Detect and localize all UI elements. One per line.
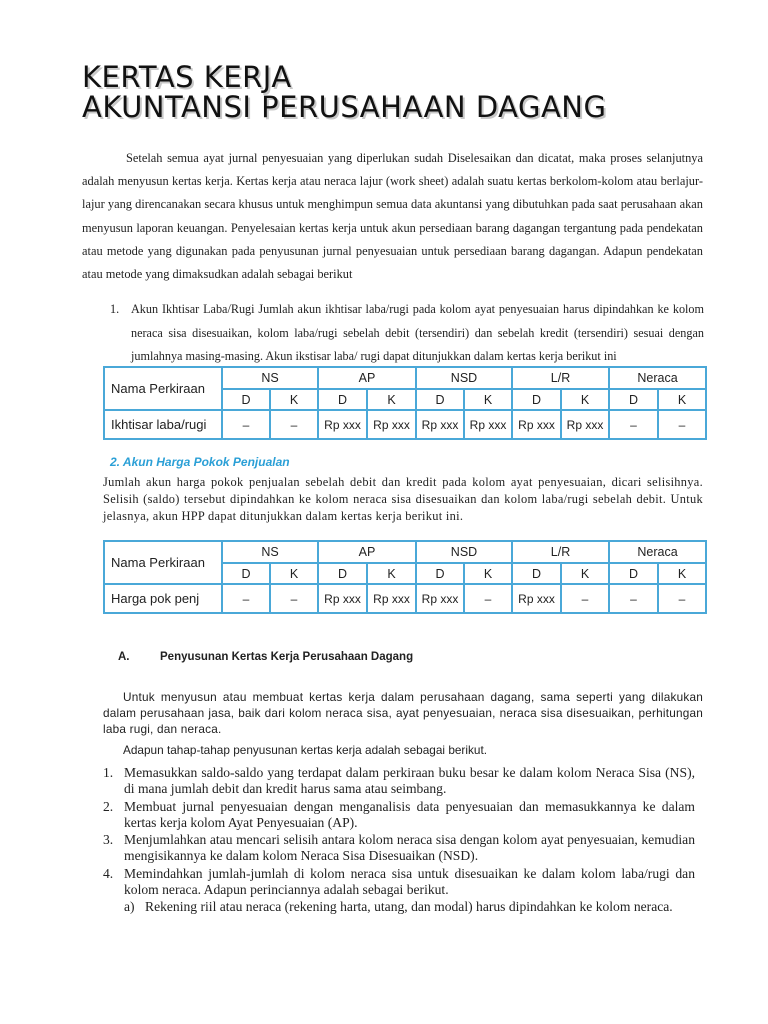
header-nama-perkiraan: Nama Perkiraan (104, 541, 222, 584)
table-cell: – (270, 410, 318, 439)
table-cell: – (658, 410, 706, 439)
table-row (104, 410, 706, 439)
row-account-name: Ikhtisar laba/rugi (104, 410, 222, 439)
table-cell: Rp xxx (318, 584, 367, 613)
list-item-1 (110, 298, 704, 369)
header-group-ns: NS (222, 541, 318, 563)
header-sub-k: K (658, 563, 706, 584)
header-group-lr: L/R (512, 367, 609, 389)
table-cell: Rp xxx (464, 410, 512, 439)
list-item-text: Akun Ikhtisar Laba/Rugi Jumlah akun ikhtisar laba/rugi pada kolom ayat penyesuaian harus dipindahkan ke kolom neraca sisa disesuaikan, kolom laba/rugi sebelah debit (tersendiri) dan sebelah kredit (tersendiri) sesuai dengan jumlahnya masing-masing. Akun ikstisar laba/ rugi dapat ditunjukkan dalam kertas kerja berikut ini (131, 302, 704, 363)
table-cell: – (222, 584, 270, 613)
table-cell: Rp xxx (512, 410, 561, 439)
header-sub-k: K (658, 389, 706, 410)
header-sub-d: D (512, 563, 561, 584)
section-a-label: A. (118, 651, 130, 663)
sub-list-item (124, 899, 695, 915)
header-sub-d: D (416, 563, 464, 584)
header-sub-d: D (609, 563, 658, 584)
table-cell: Rp xxx (367, 584, 416, 613)
step-number: 4. (103, 865, 114, 881)
header-sub-d: D (609, 389, 658, 410)
header-sub-k: K (561, 563, 609, 584)
table-cell: Rp xxx (367, 410, 416, 439)
header-group-ns: NS (222, 367, 318, 389)
table-row (104, 584, 706, 613)
adapun-paragraph: Adapun tahap-tahap penyusunan kertas kerja adalah sebagai berikut. (123, 743, 487, 757)
table-cell: Rp xxx (512, 584, 561, 613)
step-text: Membuat jurnal penyesuaian dengan menganalisis data penyesuaian dan memasukkannya ke dalam kertas kerja kolom Ayat Penyesuaian (AP). (124, 798, 695, 830)
table-cell: Rp xxx (416, 410, 464, 439)
header-group-ap: AP (318, 367, 416, 389)
header-sub-k: K (367, 563, 416, 584)
list-item-number: 1. (110, 302, 120, 316)
worksheet-table-2 (103, 540, 707, 614)
header-group-nsd: NSD (416, 541, 512, 563)
header-nama-perkiraan: Nama Perkiraan (104, 367, 222, 410)
header-sub-d: D (416, 389, 464, 410)
intro-paragraph: Setelah semua ayat jurnal penyesuaian yang diperlukan sudah Diselesaikan dan dicatat, maka proses selanjutnya adalah menyusun kertas kerja. Kertas kerja atau neraca lajur (work sheet) adalah suatu kertas berkolom-kolom atau berlajur-lajur yang direncanakan secara khusus untuk menghimpun semua data akuntansi yang dibutuhkan pada saat perusahaan akan menyusun laporan keuangan. Penyelesaian kertas kerja untuk akun persediaan barang dagangan tergantung pada pendekatan atau metode yang digunakan pada penyusunan jurnal penyesuaian untuk persediaan barang dagangan. Adapun pendekatan atau metode yang dimaksudkan adalah sebagai berikut (82, 151, 703, 282)
list-item (103, 866, 695, 916)
header-sub-d: D (318, 563, 367, 584)
row-account-name: Harga pok penj (104, 584, 222, 613)
sub-item-label: a) (124, 899, 135, 915)
title-line-1: KERTAS KERJA (82, 60, 292, 94)
list-item (103, 832, 695, 865)
steps-list (103, 765, 695, 917)
section-a-title: Penyusunan Kertas Kerja Perusahaan Dagang (160, 651, 414, 663)
table-cell: – (561, 584, 609, 613)
header-group-nsd: NSD (416, 367, 512, 389)
worksheet-table-1 (103, 366, 707, 440)
title-line-2: AKUNTANSI PERUSAHAAN DAGANG (82, 90, 607, 124)
header-sub-k: K (464, 389, 512, 410)
list-item (103, 765, 695, 798)
table-cell: – (270, 584, 318, 613)
header-sub-k: K (367, 389, 416, 410)
untuk-paragraph: Untuk menyusun atau membuat kertas kerja dalam perusahaan dagang, sama seperti yang dilakukan dalam perusahaan jasa, baik dari kolom neraca sisa, ayat penyesuaian, neraca sisa disesuaikan, perhitungan laba rugi, dan neraca. (103, 690, 703, 736)
header-sub-k: K (270, 389, 318, 410)
header-sub-k: K (561, 389, 609, 410)
header-sub-d: D (222, 389, 270, 410)
step-text: Menjumlahkan atau mencari selisih antara kolom neraca sisa dengan kolom ayat penyesuaian, kemudian mengisikannya ke dalam kolom Neraca Sisa Disesuaikan (NSD). (124, 832, 695, 864)
table-cell: – (609, 410, 658, 439)
table-cell: – (609, 584, 658, 613)
step-number: 3. (103, 832, 114, 848)
table-cell: – (658, 584, 706, 613)
subheading-hpp: 2. Akun Harga Pokok Penjualan (110, 455, 290, 469)
table-cell: Rp xxx (561, 410, 609, 439)
header-sub-k: K (270, 563, 318, 584)
table-cell: Rp xxx (416, 584, 464, 613)
header-group-neraca: Neraca (609, 367, 706, 389)
header-group-neraca: Neraca (609, 541, 706, 563)
list-item (103, 799, 695, 832)
hpp-paragraph: Jumlah akun harga pokok penjualan sebelah debit dan kredit pada kolom ayat penyesuaian, dicari selisihnya. Selisih (saldo) tersebut dipindahkan ke kolom neraca sisa disesuaikan dan kolom laba/rugi sebelah debit. Untuk jelasnya, akun HPP dapat ditunjukkan dalam kertas kerja berikut ini. (103, 475, 703, 523)
step-number: 2. (103, 798, 114, 814)
table-cell: Rp xxx (318, 410, 367, 439)
header-sub-d: D (222, 563, 270, 584)
sub-item-text: Rekening riil atau neraca (rekening harta, utang, dan modal) harus dipindahkan ke kolom neraca. (145, 899, 673, 915)
step-number: 1. (103, 765, 114, 780)
header-sub-d: D (512, 389, 561, 410)
table-cell: – (222, 410, 270, 439)
step-text: Memasukkan saldo-saldo yang terdapat dalam perkiraan buku besar ke dalam kolom Neraca Sisa (NS), di mana jumlah debit dan kredit harus sama atau seimbang. (124, 765, 695, 797)
header-group-ap: AP (318, 541, 416, 563)
header-sub-k: K (464, 563, 512, 584)
header-sub-d: D (318, 389, 367, 410)
header-group-lr: L/R (512, 541, 609, 563)
step-text: Memindahkan jumlah-jumlah di kolom neraca sisa untuk disesuaikan ke dalam kolom laba/rugi dan kolom neraca. Adapun perinciannya adalah sebagai berikut. (124, 865, 695, 898)
table-cell: – (464, 584, 512, 613)
